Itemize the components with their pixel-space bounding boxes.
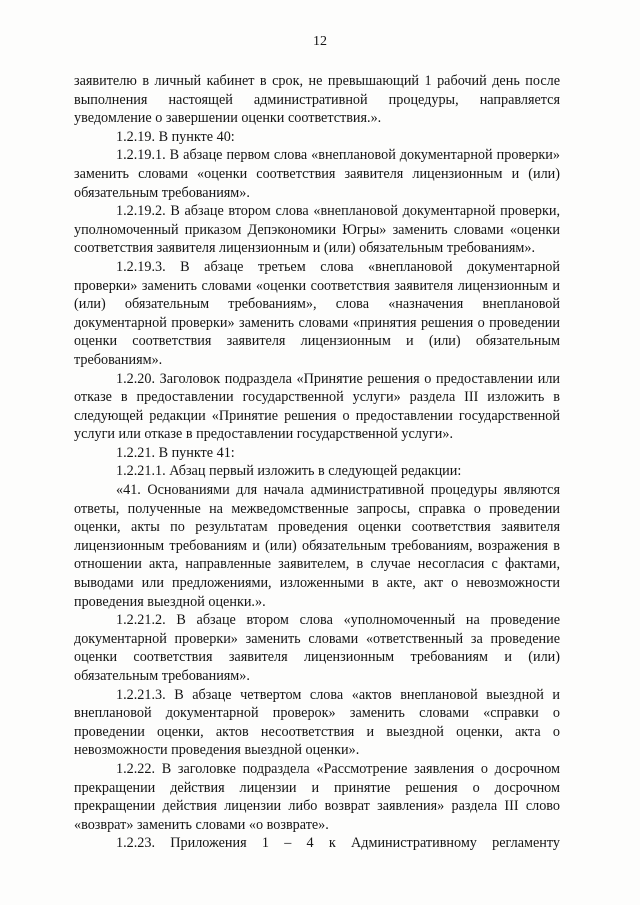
paragraph: 1.2.19. В пункте 40:	[116, 128, 235, 145]
paragraph: 1.2.19.3. В абзаце третьем слова «внеплановой документарной проверки» заменить словами «оценки соответствия заявителя лицензионным и (или) обязательным требованиям», слова «назначения внеплановой документарной проверки» заменить словами «принятия решения о проведении оценки соответствия заявителя лицензионным и (или) обязательным требованиям».	[74, 258, 560, 368]
paragraph: «41. Основаниями для начала административной процедуры являются ответы, полученные на межведомственные запросы, справка о проведении оценки, акты по результатам проведения оценки соответствия заявителя лицензионным требованиям и (или) обязательным требованиям, возражения в отношении акта, направленные заявителем, в случае несогласия с фактами, выводами или предложениями, изложенными в акте, акт о невозможности проведения выездной оценки.».	[74, 482, 560, 610]
paragraph: 1.2.21.1. Абзац первый изложить в следующей редакции:	[116, 463, 462, 480]
paragraph: 1.2.19.2. В абзаце втором слова «внеплановой документарной проверки, уполномоченный приказом Депэкономики Югры» заменить словами «оценки соответствия заявителя лицензионным и (или) обязательным требованиям».	[74, 203, 560, 257]
paragraph: 1.2.20. Заголовок подраздела «Принятие решения о предоставлении или отказе в предоставлении государственной услуги» раздела III изложить в следующей редакции «Принятие решения о предоставлении государственной услуги или отказе в предоставлении государственной услуги».	[74, 370, 560, 443]
paragraph: 1.2.19.1. В абзаце первом слова «внеплановой документарной проверки» заменить словами «оценки соответствия заявителя лицензионным и (или) обязательным требованиям».	[74, 147, 560, 201]
page-number: 12	[313, 34, 327, 49]
document-body	[74, 72, 560, 853]
paragraph: заявителю в личный кабинет в срок, не превышающий 1 рабочий день после выполнения настоящей административной процедуры, направляется уведомление о завершении оценки соответствия.».	[74, 73, 560, 127]
paragraph: 1.2.23. Приложения 1 – 4 к Административному регламенту	[116, 835, 560, 852]
paragraph: 1.2.22. В заголовке подраздела «Рассмотрение заявления о досрочном прекращении действия лицензии и принятие решения о досрочном прекращении действия лицензии либо возврат заявления» раздела III слово «возврат» заменить словами «о возврате».	[74, 760, 560, 833]
paragraph: 1.2.21. В пункте 41:	[116, 444, 235, 461]
paragraph: 1.2.21.3. В абзаце четвертом слова «актов внеплановой выездной и внеплановой документарной проверок» заменить словами «справки о проведении оценки, актов несоответствия и выездной оценки, акта о невозможности проведения выездной оценки».	[74, 686, 560, 759]
paragraph: 1.2.21.2. В абзаце втором слова «уполномоченный на проведение документарной проверки» заменить словами «ответственный за проведение оценки соответствия заявителя лицензионным требованиям и (или) обязательным требованиям».	[74, 612, 560, 684]
